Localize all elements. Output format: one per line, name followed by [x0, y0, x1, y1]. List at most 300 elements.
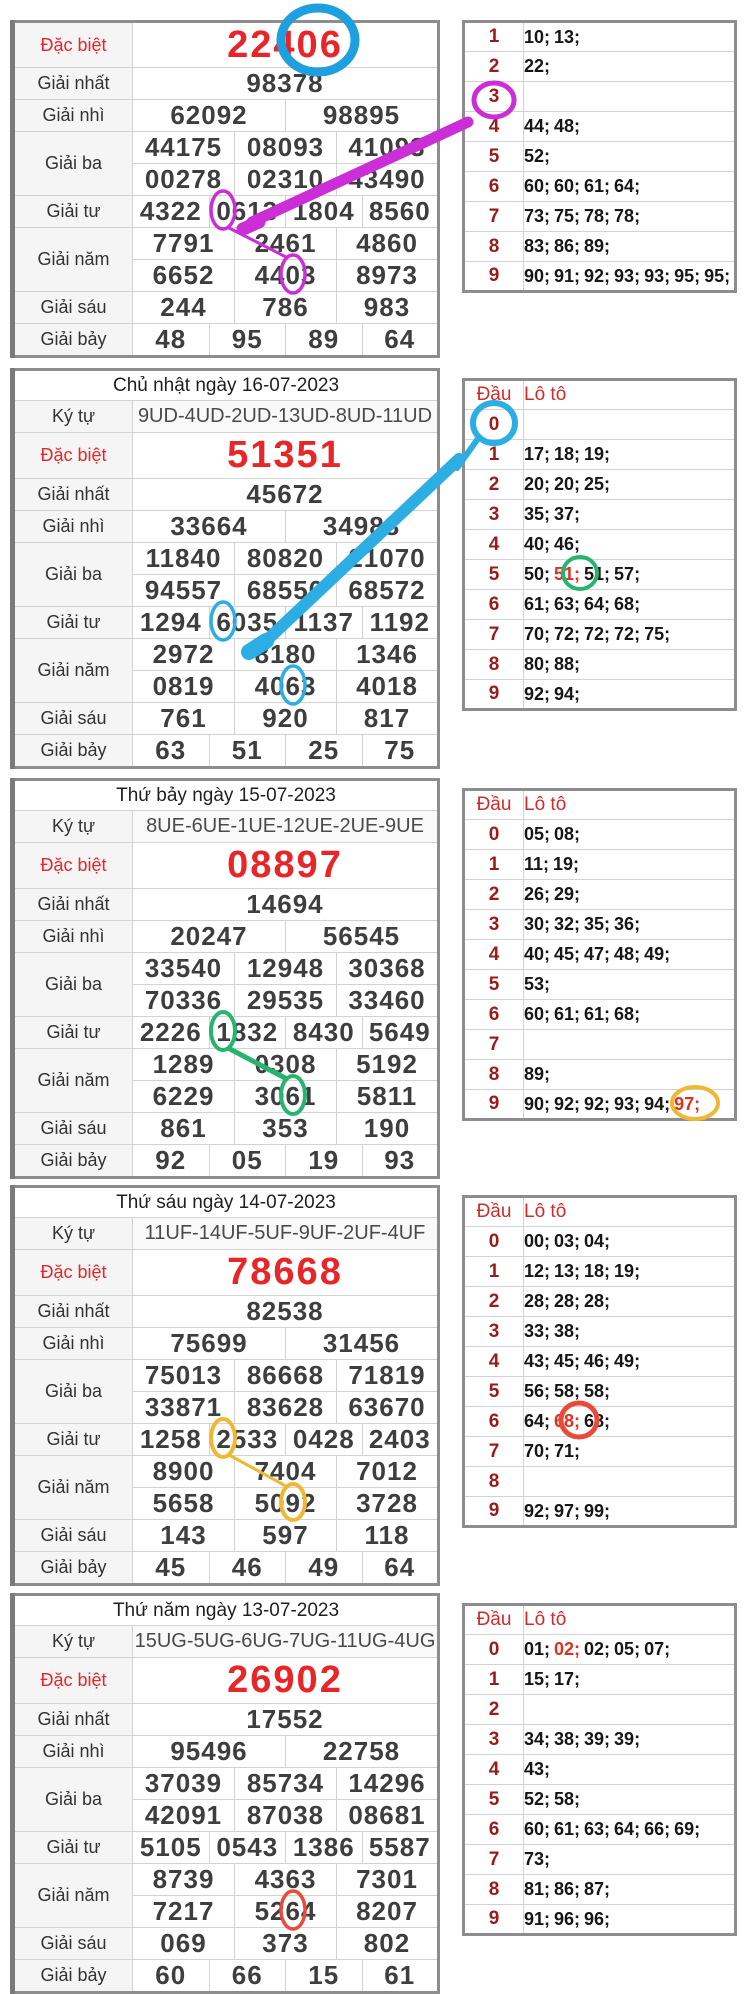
dac-biet-value: 22406	[133, 22, 439, 68]
loto-values	[524, 470, 736, 500]
label-giai-ba: Giải ba	[13, 953, 133, 1017]
loto-values	[524, 1635, 736, 1665]
loto-row	[464, 1317, 736, 1347]
dau-digit: 4	[464, 530, 524, 560]
prize-number: 5649	[362, 1017, 439, 1049]
dau-digit: 0	[464, 410, 524, 440]
loto-value: 97;	[554, 1500, 581, 1521]
loto-values	[524, 410, 736, 440]
loto-value: 91;	[524, 1908, 551, 1929]
prize-number: 5811	[337, 1081, 439, 1113]
dau-digit: 9	[464, 680, 524, 710]
loto-value: 89;	[584, 236, 611, 256]
prize-number: 33871	[133, 1392, 235, 1424]
loto-values	[524, 1030, 736, 1060]
loto-value: 08;	[554, 824, 581, 844]
prize-number: 2972	[133, 639, 235, 671]
prize-number: 8180	[235, 639, 337, 671]
loto-row	[464, 52, 736, 82]
loto-row	[464, 1060, 736, 1090]
dau-digit: 8	[464, 1060, 524, 1090]
loto-row	[464, 1815, 736, 1845]
loto-values	[524, 142, 736, 172]
dau-digit: 8	[464, 1875, 524, 1905]
loto-value: 93;	[614, 1093, 641, 1114]
prize-number: 2533	[209, 1424, 286, 1456]
loto-row	[464, 1695, 736, 1725]
prize-number: 3728	[337, 1488, 439, 1520]
loto-value: 72;	[614, 624, 641, 644]
prize-number: 25	[286, 735, 363, 768]
prize-number: 8560	[362, 196, 439, 228]
prize-number: 95	[209, 324, 286, 357]
loto-row	[464, 910, 736, 940]
loto-value: 48;	[614, 944, 641, 964]
label-giai-nhi: Giải nhì	[13, 1736, 133, 1768]
loto-values	[524, 1227, 736, 1257]
prize-number: 6035	[209, 607, 286, 639]
loto-value: 45;	[554, 944, 581, 964]
label-giai-nam: Giải năm	[13, 228, 133, 292]
loto-value: 92;	[584, 1093, 611, 1114]
prize-table	[10, 778, 440, 1179]
prize-number: 83628	[235, 1392, 337, 1424]
draw-date-header: Thứ sáu ngày 14-07-2023	[13, 1187, 439, 1218]
dau-digit: 9	[464, 1905, 524, 1935]
loto-value: 93;	[614, 265, 641, 286]
dau-digit: 1	[464, 850, 524, 880]
prize-number: 761	[133, 703, 235, 735]
loto-row	[464, 82, 736, 112]
loto-values	[524, 970, 736, 1000]
loto-values	[524, 820, 736, 850]
prize-number: 45	[133, 1552, 210, 1585]
loto-row	[464, 1845, 736, 1875]
loto-value: 33;	[524, 1321, 551, 1341]
prize-number: 7012	[337, 1456, 439, 1488]
label-giai-nam: Giải năm	[13, 1456, 133, 1520]
label-giai-tu: Giải tư	[13, 1832, 133, 1864]
loto-value: 68;	[614, 1004, 641, 1024]
loto-row	[464, 970, 736, 1000]
loto-row	[464, 1905, 736, 1935]
loto-values	[524, 172, 736, 202]
dau-digit: 6	[464, 1407, 524, 1437]
dau-digit: 4	[464, 112, 524, 142]
dau-digit: 0	[464, 1227, 524, 1257]
prize-number: 1137	[286, 607, 363, 639]
loto-row	[464, 1437, 736, 1467]
prize-number: 60	[133, 1960, 210, 1993]
loto-value: 45;	[554, 1351, 581, 1371]
prize-number: 7301	[337, 1864, 439, 1896]
prize-number: 8900	[133, 1456, 235, 1488]
prize-number: 4860	[337, 228, 439, 260]
dau-digit: 1	[464, 1257, 524, 1287]
label-giai-nhat: Giải nhất	[13, 1704, 133, 1736]
prize-number: 64	[362, 1552, 439, 1585]
loto-value: 29;	[554, 884, 581, 904]
loto-value: 43;	[524, 1351, 551, 1371]
prize-number: 56545	[286, 921, 439, 953]
prize-number: 11840	[133, 543, 235, 575]
loto-row	[464, 112, 736, 142]
loto-values	[524, 202, 736, 232]
ky-tu-value: 9UD-4UD-2UD-13UD-8UD-11UD	[133, 401, 439, 433]
dau-loto-wrap	[462, 1603, 737, 1936]
loto-row	[464, 1377, 736, 1407]
loto-value: 05;	[614, 1639, 641, 1659]
prize-number: 353	[235, 1113, 337, 1145]
loto-value: 61;	[584, 1004, 611, 1024]
loto-value: 18;	[554, 444, 581, 464]
prize-number: 80820	[235, 543, 337, 575]
label-giai-nhi: Giải nhì	[13, 1328, 133, 1360]
loto-values	[524, 22, 736, 52]
dau-digit: 5	[464, 560, 524, 590]
prize-number: 86668	[235, 1360, 337, 1392]
prize-number: 0543	[209, 1832, 286, 1864]
prize-number: 00278	[133, 164, 235, 196]
prize-number: 3061	[235, 1081, 337, 1113]
loto-values	[524, 850, 736, 880]
loto-value: 90;	[524, 1093, 551, 1114]
loto-value: 86;	[554, 236, 581, 256]
dau-loto-table	[462, 20, 737, 293]
prize-number: 29535	[235, 985, 337, 1017]
loto-values	[524, 1347, 736, 1377]
label-ky-tu: Ký tự	[13, 1626, 133, 1658]
loto-value: 30;	[524, 914, 551, 934]
loto-values	[524, 52, 736, 82]
loto-values	[524, 1467, 736, 1497]
loto-value: 66;	[644, 1819, 671, 1839]
loto-values	[524, 1665, 736, 1695]
dau-digit: 3	[464, 910, 524, 940]
prize-number: 63670	[337, 1392, 439, 1424]
loto-value: 38;	[554, 1729, 581, 1749]
label-giai-nhi: Giải nhì	[13, 511, 133, 543]
dau-digit: 2	[464, 1287, 524, 1317]
prize-number: 85734	[235, 1768, 337, 1800]
label-giai-sau: Giải sáu	[13, 1520, 133, 1552]
label-giai-nhat: Giải nhất	[13, 68, 133, 100]
loto-value: 72;	[554, 624, 581, 644]
loto-value: 60;	[524, 176, 551, 196]
loto-value: 88;	[554, 654, 581, 674]
label-giai-nhat: Giải nhất	[13, 479, 133, 511]
loto-value: 19;	[614, 1261, 641, 1281]
loto-row	[464, 680, 736, 710]
prize-number: 75013	[133, 1360, 235, 1392]
prize-number: 62092	[133, 100, 286, 132]
loto-value-highlight: 51;	[554, 564, 581, 584]
prize-number: 75	[362, 735, 439, 768]
loto-values	[524, 1000, 736, 1030]
label-giai-ba: Giải ba	[13, 543, 133, 607]
loto-value: 13;	[554, 1261, 581, 1281]
label-ky-tu: Ký tự	[13, 811, 133, 843]
loto-row	[464, 1030, 736, 1060]
dau-digit: 7	[464, 1437, 524, 1467]
loto-row	[464, 530, 736, 560]
loto-value: 44;	[524, 116, 551, 136]
loto-value: 60;	[554, 176, 581, 196]
loto-value: 89;	[524, 1064, 551, 1084]
loto-value: 73;	[524, 206, 551, 226]
loto-values	[524, 1317, 736, 1347]
loto-value: 57;	[614, 564, 641, 584]
loto-value: 94;	[644, 1093, 671, 1114]
loto-values	[524, 880, 736, 910]
prize-number: 1192	[362, 607, 439, 639]
loto-value: 40;	[524, 534, 551, 554]
loto-value: 92;	[524, 683, 551, 704]
prize-number: 46	[209, 1552, 286, 1585]
label-dac-biet: Đặc biệt	[13, 1250, 133, 1296]
loto-value: 04;	[584, 1231, 611, 1251]
loto-value: 60;	[524, 1004, 551, 1024]
dau-loto-wrap	[462, 378, 737, 711]
loto-value: 12;	[524, 1261, 551, 1281]
loto-value: 95;	[674, 265, 701, 286]
loto-value: 61;	[554, 1819, 581, 1839]
dau-digit: 6	[464, 1815, 524, 1845]
loto-value: 73;	[524, 1849, 551, 1869]
loto-header: Lô tô	[524, 1605, 736, 1635]
loto-value: 71;	[554, 1441, 581, 1461]
loto-value: 28;	[524, 1291, 551, 1311]
loto-values	[524, 680, 736, 710]
loto-value: 49;	[614, 1351, 641, 1371]
label-giai-sau: Giải sáu	[13, 1113, 133, 1145]
prize-number: 8207	[337, 1896, 439, 1928]
loto-value: 17;	[524, 444, 551, 464]
loto-value: 36;	[614, 914, 641, 934]
dau-header: Đầu	[464, 1605, 524, 1635]
loto-value: 10;	[524, 26, 551, 47]
loto-value: 58;	[584, 1381, 611, 1401]
loto-value: 53;	[524, 974, 551, 994]
loto-row	[464, 1090, 736, 1120]
label-dac-biet: Đặc biệt	[13, 843, 133, 889]
loto-row	[464, 1497, 736, 1527]
loto-values	[524, 590, 736, 620]
loto-row	[464, 1347, 736, 1377]
loto-value: 18;	[584, 1261, 611, 1281]
prize-number: 05	[209, 1145, 286, 1178]
loto-row	[464, 410, 736, 440]
loto-value: 70;	[524, 1441, 551, 1461]
dau-digit: 4	[464, 1347, 524, 1377]
loto-value: 39;	[614, 1729, 641, 1749]
prize-number: 51	[209, 735, 286, 768]
prize-number: 42091	[133, 1800, 235, 1832]
label-giai-sau: Giải sáu	[13, 292, 133, 324]
result-block-5	[10, 1593, 737, 1994]
prize-number: 597	[235, 1520, 337, 1552]
loto-value-highlight: 97;	[674, 1093, 701, 1114]
dau-digit: 3	[464, 1317, 524, 1347]
loto-value: 28;	[554, 1291, 581, 1311]
dau-digit: 4	[464, 1755, 524, 1785]
dau-digit: 1	[464, 1665, 524, 1695]
prize-number: 44175	[133, 132, 235, 164]
loto-row	[464, 590, 736, 620]
dau-digit: 4	[464, 940, 524, 970]
dau-header: Đầu	[464, 380, 524, 410]
loto-row	[464, 650, 736, 680]
dau-loto-table	[462, 1195, 737, 1528]
dau-loto-wrap	[462, 20, 737, 293]
prize-number: 21070	[337, 543, 439, 575]
loto-row	[464, 820, 736, 850]
label-giai-nam: Giải năm	[13, 1049, 133, 1113]
prize-number: 802	[337, 1928, 439, 1960]
loto-value: 61;	[554, 1004, 581, 1024]
prize-table	[10, 1593, 440, 1994]
prize-number: 92	[133, 1145, 210, 1178]
dau-digit: 2	[464, 52, 524, 82]
loto-values	[524, 1845, 736, 1875]
loto-value: 68;	[584, 1411, 611, 1431]
dau-digit: 1	[464, 22, 524, 52]
dac-biet-value: 26902	[133, 1658, 439, 1704]
dau-digit: 6	[464, 590, 524, 620]
loto-row	[464, 560, 736, 590]
label-giai-ba: Giải ba	[13, 132, 133, 196]
loto-row	[464, 440, 736, 470]
prize-number: 4018	[337, 671, 439, 703]
prize-number: 861	[133, 1113, 235, 1145]
loto-row	[464, 940, 736, 970]
loto-row	[464, 1227, 736, 1257]
prize-number: 93	[362, 1145, 439, 1178]
ky-tu-value: 11UF-14UF-5UF-9UF-2UF-4UF	[133, 1218, 439, 1250]
prize-number: 1804	[286, 196, 363, 228]
dac-biet-value: 08897	[133, 843, 439, 889]
prize-number: 1386	[286, 1832, 363, 1864]
loto-value: 13;	[554, 26, 581, 47]
label-giai-sau: Giải sáu	[13, 1928, 133, 1960]
label-ky-tu: Ký tự	[13, 1218, 133, 1250]
loto-row	[464, 262, 736, 292]
loto-values	[524, 112, 736, 142]
loto-value: 01;	[524, 1639, 551, 1659]
loto-value: 92;	[584, 265, 611, 286]
loto-value: 58;	[554, 1789, 581, 1809]
loto-value: 15;	[524, 1669, 551, 1689]
prize-number: 45672	[133, 479, 439, 511]
prize-number: 33664	[133, 511, 286, 543]
loto-value: 78;	[584, 206, 611, 226]
dau-digit: 8	[464, 650, 524, 680]
prize-number: 6229	[133, 1081, 235, 1113]
prize-number: 0428	[286, 1424, 363, 1456]
loto-value: 37;	[554, 504, 581, 524]
prize-number: 14694	[133, 889, 439, 921]
prize-number: 118	[337, 1520, 439, 1552]
label-giai-nhi: Giải nhì	[13, 100, 133, 132]
prize-number: 190	[337, 1113, 439, 1145]
loto-value: 99;	[584, 1500, 611, 1521]
result-block-4	[10, 1185, 737, 1586]
loto-values	[524, 500, 736, 530]
prize-number: 5264	[235, 1896, 337, 1928]
loto-value: 64;	[524, 1411, 551, 1431]
loto-row	[464, 1000, 736, 1030]
dau-loto-table	[462, 1603, 737, 1936]
dau-digit: 0	[464, 820, 524, 850]
prize-number: 373	[235, 1928, 337, 1960]
loto-value: 48;	[554, 116, 581, 136]
loto-values	[524, 232, 736, 262]
prize-number: 14296	[337, 1768, 439, 1800]
prize-number: 30368	[337, 953, 439, 985]
prize-number: 0819	[133, 671, 235, 703]
loto-value: 80;	[524, 654, 551, 674]
loto-value: 68;	[614, 594, 641, 614]
prize-number: 6652	[133, 260, 235, 292]
label-giai-bay: Giải bảy	[13, 735, 133, 768]
ky-tu-value: 8UE-6UE-1UE-12UE-2UE-9UE	[133, 811, 439, 843]
dau-digit: 3	[464, 500, 524, 530]
loto-value: 38;	[554, 1321, 581, 1341]
loto-row	[464, 172, 736, 202]
dau-digit: 6	[464, 1000, 524, 1030]
loto-row	[464, 142, 736, 172]
loto-values	[524, 1257, 736, 1287]
dau-digit: 5	[464, 970, 524, 1000]
loto-values	[524, 82, 736, 112]
dau-digit: 0	[464, 1635, 524, 1665]
prize-number: 49	[286, 1552, 363, 1585]
loto-row	[464, 1785, 736, 1815]
loto-values	[524, 940, 736, 970]
loto-value: 25;	[584, 474, 611, 494]
loto-row	[464, 1875, 736, 1905]
loto-row	[464, 1755, 736, 1785]
loto-row	[464, 850, 736, 880]
loto-values	[524, 1815, 736, 1845]
result-block-1	[10, 20, 737, 358]
loto-value: 95;	[704, 265, 731, 286]
loto-value: 63;	[584, 1819, 611, 1839]
dau-digit: 7	[464, 202, 524, 232]
loto-value: 61;	[584, 176, 611, 196]
prize-number: 1258	[133, 1424, 210, 1456]
loto-value: 87;	[584, 1879, 611, 1899]
prize-number: 12948	[235, 953, 337, 985]
prize-number: 5658	[133, 1488, 235, 1520]
loto-value: 86;	[554, 1879, 581, 1899]
loto-value: 03;	[554, 1231, 581, 1251]
loto-value: 32;	[554, 914, 581, 934]
loto-values	[524, 560, 736, 590]
dau-digit: 8	[464, 232, 524, 262]
label-giai-bay: Giải bảy	[13, 1145, 133, 1178]
prize-number: 244	[133, 292, 235, 324]
loto-row	[464, 470, 736, 500]
dau-loto-table	[462, 788, 737, 1121]
loto-value: 52;	[524, 146, 551, 166]
loto-row	[464, 202, 736, 232]
loto-value: 58;	[554, 1381, 581, 1401]
prize-number: 7217	[133, 1896, 235, 1928]
loto-values	[524, 620, 736, 650]
loto-row	[464, 620, 736, 650]
dau-digit: 5	[464, 142, 524, 172]
